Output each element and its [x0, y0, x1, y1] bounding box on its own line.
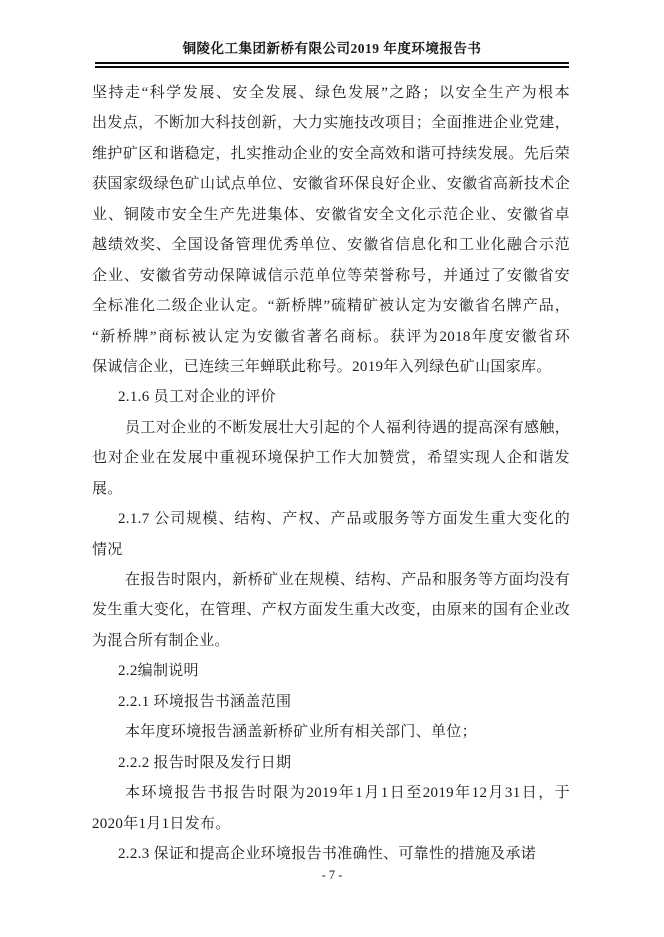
header-divider — [95, 62, 569, 68]
document-line: 保诚信企业，已连续三年蝉联此称号。2019年入列绿色矿山国家库。 — [92, 358, 552, 375]
document-line: 2.2.3 保证和提高企业环境报告书准确性、可靠性的措施及承诺 — [118, 845, 537, 862]
document-line: 在报告时限内，新桥矿业在规模、结构、产品和服务等方面均没有 — [125, 572, 570, 588]
document-line: 本环境报告书报告时限为2019年1月1日至2019年12月31日，于 — [125, 785, 570, 802]
document-line: 2.1.7 公司规模、结构、产权、产品或服务等方面发生重大变化的 — [118, 511, 570, 528]
document-line: 维护矿区和谐稳定，扎实推动企业的安全高效和谐可持续发展。先后荣 — [92, 145, 570, 162]
document-line: 获国家级绿色矿山试点单位、安徽省环保良好企业、安徽省高新技术企 — [92, 176, 570, 193]
document-line: 为混合所有制企业。 — [92, 632, 230, 649]
document-line: 本年度环境报告涵盖新桥矿业所有相关部门、单位； — [125, 724, 477, 741]
document-line: 出发点，不断加大科技创新，大力实施技改项目；全面推进企业党建， — [92, 115, 570, 132]
document-body — [92, 78, 570, 869]
page-header-title: 铜陵化工集团新桥有限公司2019 年度环境报告书 — [182, 41, 482, 56]
document-line: 发生重大变化，在管理、产权方面发生重大改变，由原来的国有企业改 — [92, 602, 570, 619]
document-line: 也对企业在发展中重视环境保护工作大加赞赏，希望实现人企和谐发 — [92, 450, 570, 467]
page-number: - 7 - — [321, 868, 343, 882]
document-line: 2.1.6 员工对企业的评价 — [118, 389, 276, 406]
document-line: 2.2.2 报告时限及发行日期 — [118, 754, 292, 771]
document-line: 情况 — [92, 541, 123, 558]
document-line: 展。 — [92, 480, 123, 497]
document-line: 坚持走“科学发展、安全发展、绿色发展”之路；以安全生产为根本 — [92, 85, 570, 101]
document-line: 企业、安徽省劳动保障诚信示范单位等荣誉称号，并通过了安徽省安 — [92, 267, 570, 284]
document-line: 越绩效奖、全国设备管理优秀单位、安徽省信息化和工业化融合示范 — [92, 237, 570, 254]
document-line: 全标准化二级企业认定。“新桥牌”硫精矿被认定为安徽省名牌产品， — [92, 298, 570, 315]
document-line: “新桥牌”商标被认定为安徽省著名商标。获评为2018年度安徽省环 — [92, 328, 570, 345]
document-line: 2.2.1 环境报告书涵盖范围 — [118, 693, 292, 710]
document-line: 2.2编制说明 — [118, 663, 199, 680]
document-line: 员工对企业的不断发展壮大引起的个人福利待遇的提高深有感触， — [125, 419, 570, 436]
document-line: 业、铜陵市安全生产先进集体、安徽省安全文化示范企业、安徽省卓 — [92, 206, 570, 223]
document-line: 2020年1月1日发布。 — [92, 815, 231, 832]
